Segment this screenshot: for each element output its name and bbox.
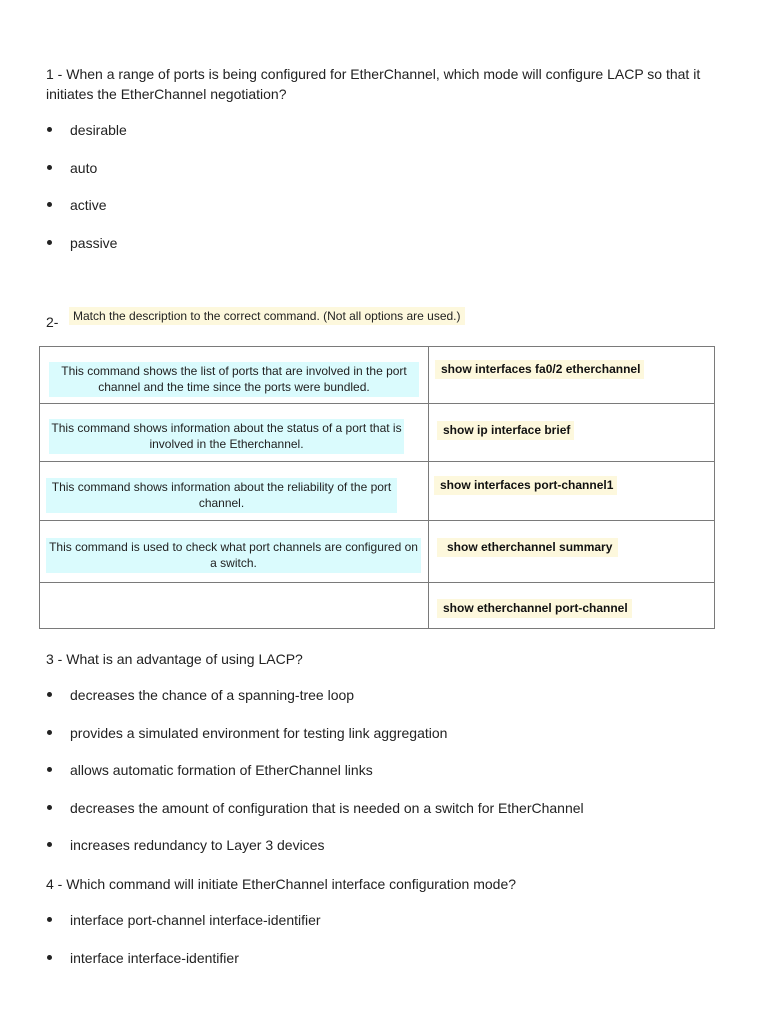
option-text: allows automatic formation of EtherChannel links (70, 762, 373, 778)
option-text: interface port-channel interface-identifier (70, 912, 321, 928)
question-4-options (46, 910, 321, 985)
table-row (40, 347, 715, 404)
option-item (46, 158, 127, 196)
option-item (46, 233, 127, 271)
question-4-text: 4 - Which command will initiate EtherChannel interface configuration mode? (46, 876, 517, 892)
bullet-icon (47, 805, 52, 810)
description-cell (40, 462, 429, 521)
description-text: This command shows the list of ports that are involved in the port channel and the time since the ports were bundled. (49, 362, 419, 397)
option-text: decreases the amount of configuration that is needed on a switch for EtherChannel (70, 799, 584, 816)
option-item (46, 835, 584, 873)
description-text: This command is used to check what port channels are configured on a switch. (46, 538, 421, 573)
table-row (40, 521, 715, 583)
question-2-label: 2- (46, 314, 59, 330)
description-cell (40, 347, 429, 404)
option-text: provides a simulated environment for testing link aggregation (70, 724, 448, 741)
matching-table (39, 346, 715, 629)
question-3-options (46, 685, 584, 873)
question-1-options (46, 120, 127, 270)
command-text: show interfaces fa0/2 etherchannel (435, 360, 644, 379)
bullet-icon (47, 767, 52, 772)
bullet-icon (47, 692, 52, 697)
command-cell (429, 404, 715, 462)
description-text: This command shows information about the reliability of the port channel. (46, 478, 397, 513)
bullet-icon (47, 127, 52, 132)
option-text: decreases the chance of a spanning-tree loop (70, 687, 355, 703)
option-text: passive (70, 234, 118, 251)
question-2-prompt: Match the description to the correct command. (Not all options are used.) (69, 307, 465, 325)
description-cell (40, 583, 429, 629)
command-text: show interfaces port-channel1 (434, 476, 617, 495)
table-row (40, 462, 715, 521)
option-item (46, 798, 584, 836)
option-item (46, 723, 584, 761)
command-text: show etherchannel summary (437, 538, 618, 557)
bullet-icon (47, 202, 52, 207)
option-item (46, 910, 321, 948)
bullet-icon (47, 730, 52, 735)
bullet-icon (47, 955, 52, 960)
option-item (46, 195, 127, 233)
command-cell (429, 583, 715, 629)
bullet-icon (47, 240, 52, 245)
command-cell (429, 462, 715, 521)
command-text: show ip interface brief (437, 421, 574, 440)
option-item (46, 948, 321, 986)
option-item (46, 760, 584, 798)
option-text: desirable (70, 122, 127, 138)
option-item (46, 685, 584, 723)
question-3-text: 3 - What is an advantage of using LACP? (46, 651, 303, 667)
option-text: auto (70, 159, 98, 176)
table-row (40, 404, 715, 462)
command-text: show etherchannel port-channel (437, 599, 632, 618)
option-text: interface interface-identifier (70, 949, 239, 966)
option-item (46, 120, 127, 158)
option-text: increases redundancy to Layer 3 devices (70, 837, 325, 853)
description-cell (40, 521, 429, 583)
command-cell (429, 521, 715, 583)
description-text: This command shows information about the status of a port that is involved in the Etherchannel. (49, 419, 404, 454)
table-row (40, 583, 715, 629)
question-1-text: 1 - When a range of ports is being configured for EtherChannel, which mode will configure LACP so that it initiates the EtherChannel negotiation? (46, 66, 701, 102)
bullet-icon (47, 917, 52, 922)
bullet-icon (47, 842, 52, 847)
option-text: active (70, 197, 107, 213)
description-cell (40, 404, 429, 462)
command-cell (429, 347, 715, 404)
bullet-icon (47, 165, 52, 170)
